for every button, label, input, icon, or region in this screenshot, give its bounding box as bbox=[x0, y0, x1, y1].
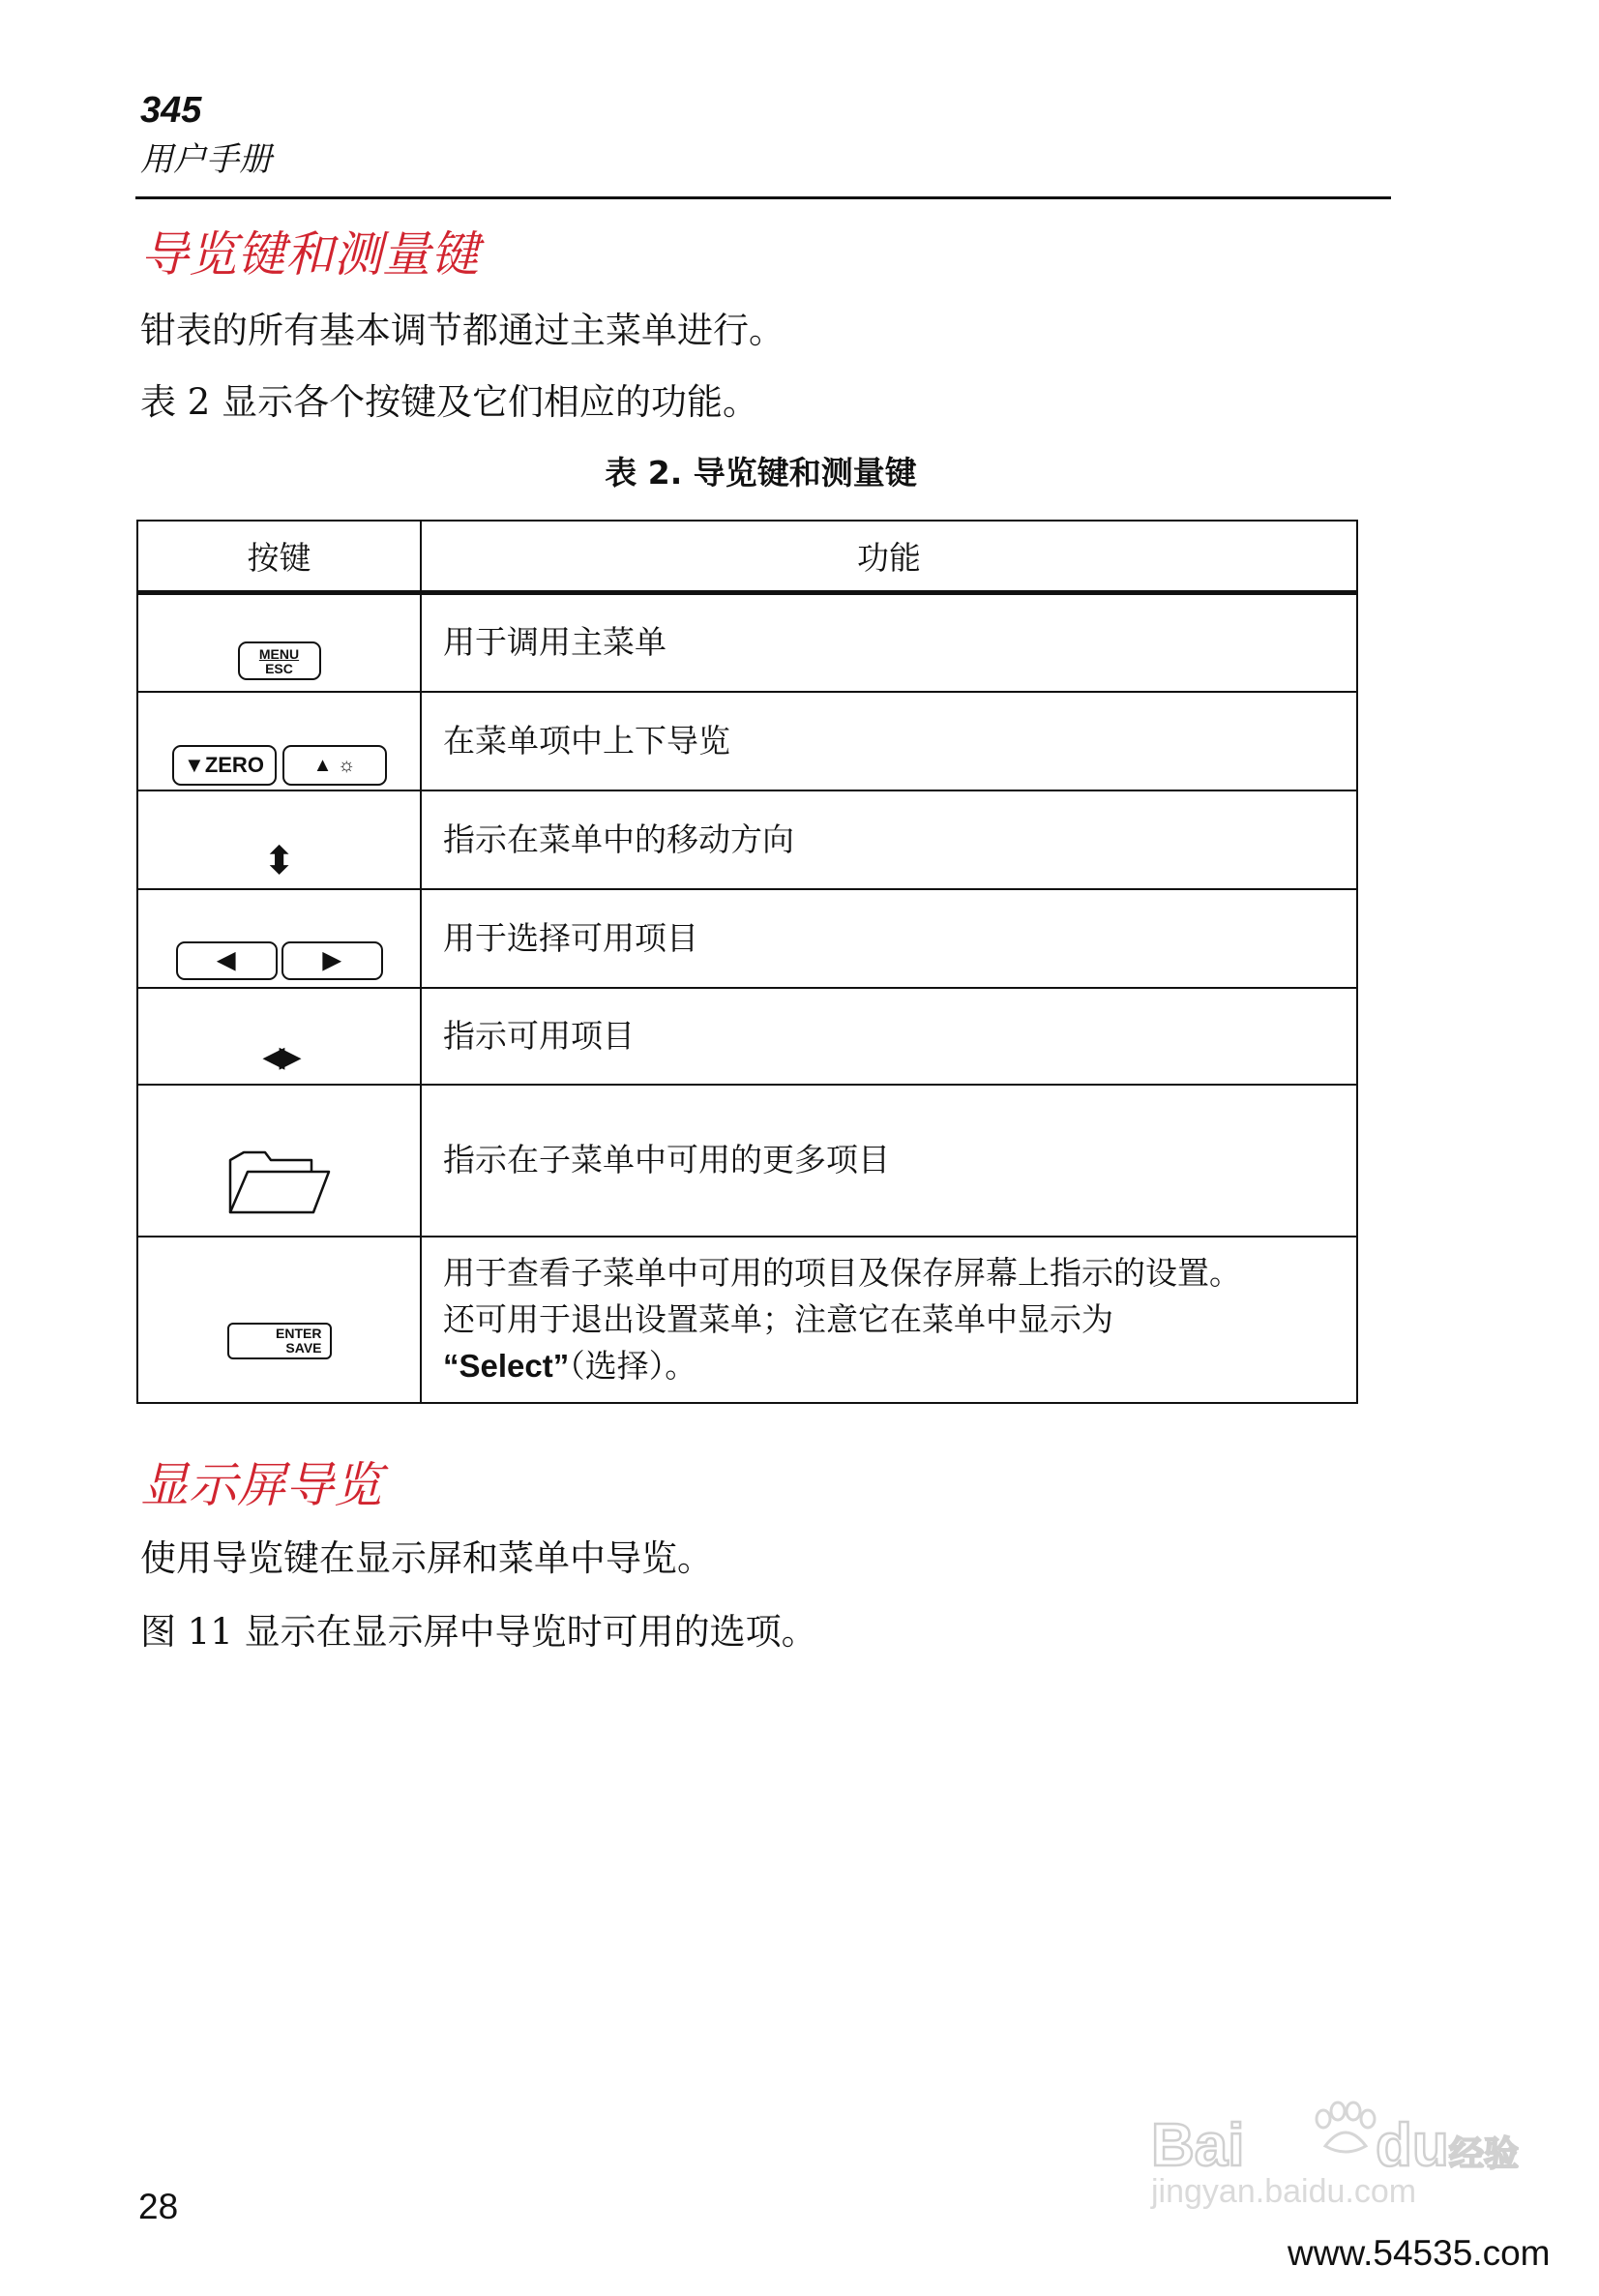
function-cell: 指示在菜单中的移动方向 bbox=[421, 790, 1357, 889]
svg-text:经验: 经验 bbox=[1449, 2134, 1519, 2174]
paragraph: 表 2 显示各个按键及它们相应的功能。 bbox=[140, 381, 759, 423]
model-number: 345 bbox=[140, 90, 202, 131]
table-row bbox=[137, 1085, 1357, 1237]
function-cell: 用于调用主菜单 bbox=[421, 593, 1357, 692]
table-row bbox=[137, 790, 1357, 889]
folder-icon bbox=[226, 1148, 333, 1216]
select-label: “Select” bbox=[443, 1347, 570, 1384]
key-cell bbox=[137, 1085, 421, 1237]
table-row bbox=[137, 593, 1357, 692]
site-url: www.54535.com bbox=[1288, 2233, 1551, 2273]
up-backlight-key-icon: ▲ ☼ bbox=[282, 745, 387, 786]
column-header-key: 按键 bbox=[137, 521, 421, 593]
keys-table bbox=[136, 520, 1358, 1404]
table-row bbox=[137, 1237, 1357, 1403]
table-row bbox=[137, 889, 1357, 988]
function-cell: 用于选择可用项目 bbox=[421, 889, 1357, 988]
select-translation: （选择）。 bbox=[569, 1346, 697, 1385]
svg-text:Bai: Bai bbox=[1151, 2112, 1245, 2177]
table-caption: 表 2. 导览键和测量键 bbox=[605, 454, 917, 492]
key-cell bbox=[137, 1237, 421, 1403]
section-heading-display-nav: 显示屏导览 bbox=[140, 1457, 382, 1513]
key-cell bbox=[137, 889, 421, 988]
key-cell bbox=[137, 988, 421, 1085]
menu-esc-key-icon bbox=[238, 641, 321, 680]
svg-text:du: du bbox=[1376, 2112, 1449, 2177]
left-right-indicator-icon: ◀▶ bbox=[262, 1039, 296, 1074]
right-arrow-key-icon: ▶ bbox=[281, 941, 383, 980]
page-number: 28 bbox=[138, 2187, 179, 2226]
key-cell bbox=[137, 593, 421, 692]
function-line: 还可用于退出设置菜单；注意它在菜单中显示为 bbox=[443, 1299, 1113, 1338]
function-cell bbox=[421, 1237, 1357, 1403]
table-row bbox=[137, 988, 1357, 1085]
section-heading-nav-keys: 导览键和测量键 bbox=[140, 226, 479, 283]
table-header-row bbox=[137, 521, 1357, 593]
key-label: SAVE bbox=[285, 1339, 322, 1356]
function-cell: 指示在子菜单中可用的更多项目 bbox=[421, 1085, 1357, 1237]
key-label: MENU bbox=[258, 646, 300, 663]
enter-save-key-icon bbox=[227, 1323, 332, 1359]
baidu-watermark-logo bbox=[1151, 2090, 1519, 2181]
paragraph: 使用导览键在显示屏和菜单中导览。 bbox=[140, 1537, 713, 1579]
key-cell bbox=[137, 790, 421, 889]
paragraph: 钳表的所有基本调节都通过主菜单进行。 bbox=[140, 310, 785, 351]
watermark-url: jingyan.baidu.com bbox=[1151, 2173, 1417, 2210]
header-rule bbox=[135, 196, 1391, 199]
function-cell: 在菜单项中上下导览 bbox=[421, 692, 1357, 790]
function-cell: 指示可用项目 bbox=[421, 988, 1357, 1085]
key-cell bbox=[137, 692, 421, 790]
up-down-arrow-icon: ⬍ bbox=[262, 838, 296, 883]
manual-title: 用户手册 bbox=[140, 140, 272, 179]
function-line bbox=[443, 1343, 1356, 1389]
zero-down-key-icon: ▼ZERO bbox=[172, 745, 277, 786]
table-row bbox=[137, 692, 1357, 790]
paragraph: 图 11 显示在显示屏中导览时可用的选项。 bbox=[140, 1611, 817, 1653]
key-label: ESC bbox=[265, 661, 293, 677]
left-arrow-key-icon: ◀ bbox=[176, 941, 278, 980]
key-label: ENTER bbox=[276, 1325, 322, 1341]
column-header-function: 功能 bbox=[421, 521, 1357, 593]
function-line: 用于查看子菜单中可用的项目及保存屏幕上指示的设置。 bbox=[443, 1253, 1241, 1292]
